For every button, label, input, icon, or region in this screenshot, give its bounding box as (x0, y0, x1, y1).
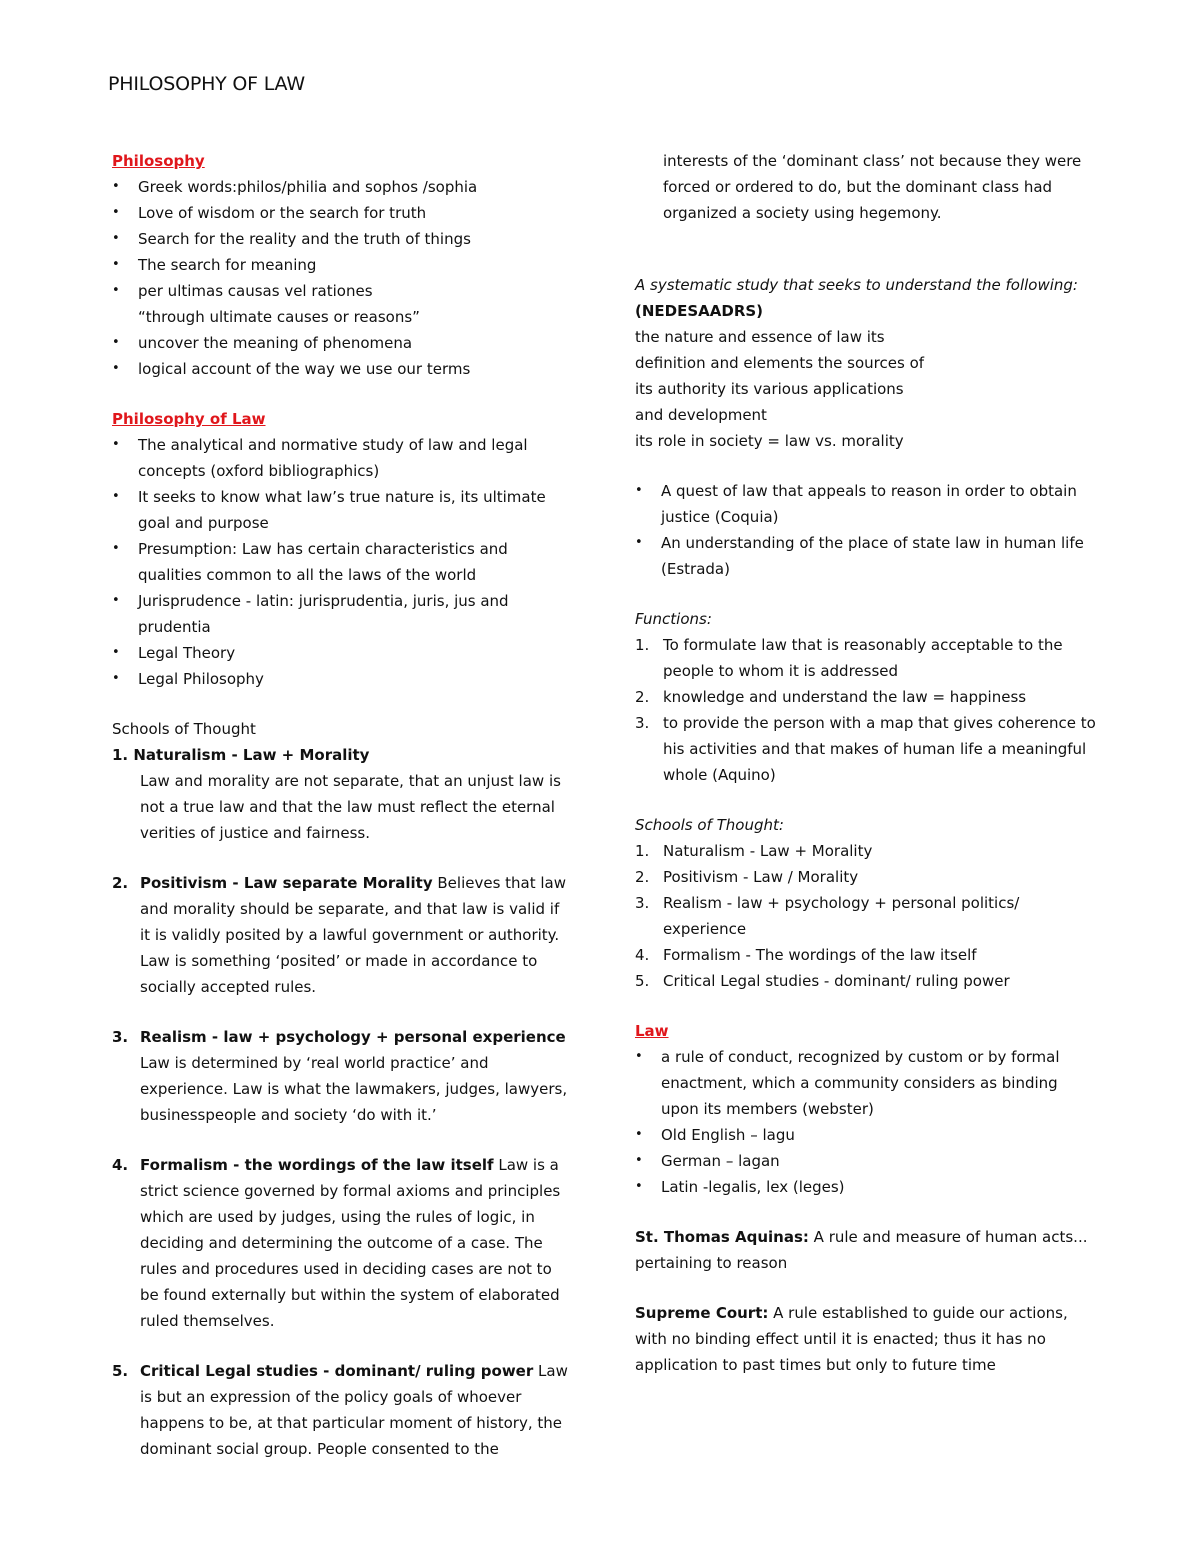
school-realism (112, 1024, 572, 1128)
list-item (635, 890, 1100, 942)
item-text: Realism - law + psychology + personal politics/ experience (663, 894, 1020, 938)
right-column (635, 148, 1100, 1378)
school-realism-label: Realism - law + psychology + personal experience (140, 1028, 566, 1046)
list-item (635, 710, 1100, 788)
school-positivism-label: Positivism - Law separate Morality (140, 874, 433, 892)
list-item (635, 684, 1100, 710)
aquinas-label: St. Thomas Aquinas: (635, 1228, 809, 1246)
list-item: • Legal Philosophy (112, 666, 572, 692)
list-item: • Presumption: Law has certain characteristics and qualities common to all the laws of the world (112, 536, 572, 588)
list-item (635, 968, 1100, 994)
school-formalism-label: Formalism - the wordings of the law itself (140, 1156, 494, 1174)
list-item (635, 838, 1100, 864)
item-text: Critical Legal studies - dominant/ ruling power (663, 972, 1010, 990)
continuation-text: interests of the ‘dominant class’ not because they were forced or ordered to do, but the dominant class had organized a society using hegemony. (663, 152, 1082, 222)
item-number: 3. (635, 894, 650, 912)
item-number: 4. (112, 1156, 129, 1174)
list-item: • An understanding of the place of state law in human life (Estrada) (635, 530, 1100, 582)
list-item: • A quest of law that appeals to reason in order to obtain justice (Coquia) (635, 478, 1100, 530)
school-formalism-text: Law is a strict science governed by formal axioms and principles which are used by judges, using the rules of logic, in deciding and determining the outcome of a case. The rules and procedures used in deciding cases are not to be found externally but within the system of elaborated ruled themselves. (140, 1156, 561, 1330)
supreme-court-text: A rule established to guide our actions, with no binding effect until it is enacted; thus it has no application to past times but only to future time (635, 1304, 1068, 1374)
law-heading: Law (635, 1022, 669, 1040)
school-positivism (112, 870, 572, 1000)
list-item (635, 632, 1100, 684)
item-text: to provide the person with a map that gives coherence to his activities and that makes of human life a meaningful whole (Aquino) (663, 714, 1096, 784)
philosophy-of-law-bullets (112, 432, 572, 692)
philosophy-quote: “through ultimate causes or reasons” (138, 308, 420, 326)
list-item (635, 942, 1100, 968)
school-critical-legal-text: Law is but an expression of the policy goals of whoever happens to be, at that particular moment of history, the dominant social group. People consented to the (140, 1362, 568, 1458)
item-number: 2. (635, 688, 650, 706)
aquinas-definition (635, 1224, 1100, 1250)
philosophy-heading: Philosophy (112, 152, 205, 170)
systematic-line: the nature and essence of law its (635, 328, 885, 346)
item-number: 1. (635, 636, 650, 654)
item-number: 2. (112, 874, 129, 892)
list-item: • logical account of the way we use our terms (112, 356, 572, 382)
list-item: • It seeks to know what law’s true nature is, its ultimate goal and purpose (112, 484, 572, 536)
aquinas-text-2: pertaining to reason (635, 1254, 788, 1272)
aquinas-text: A rule and measure of human acts... (808, 1228, 1088, 1246)
item-text: Naturalism - Law + Morality (663, 842, 873, 860)
list-item: • Jurisprudence - latin: jurisprudentia, juris, jus and prudentia (112, 588, 572, 640)
systematic-line: its role in society = law vs. morality (635, 432, 904, 450)
item-number: 1. (635, 842, 650, 860)
systematic-line: and development (635, 406, 767, 424)
list-item: • uncover the meaning of phenomena (112, 330, 572, 356)
acronym: (NEDESAADRS) (635, 302, 764, 320)
item-text: knowledge and understand the law = happiness (663, 688, 1027, 706)
list-item (635, 864, 1100, 890)
school-realism-text: Law is determined by ‘real world practice’ and experience. Law is what the lawmakers, judges, lawyers, businesspeople and society ‘do with it.’ (140, 1054, 568, 1124)
item-number: 2. (635, 868, 650, 886)
item-number: 5. (112, 1362, 129, 1380)
quest-bullets (635, 478, 1100, 582)
philosophy-bullets (112, 174, 572, 304)
item-text: Positivism - Law / Morality (663, 868, 859, 886)
item-number: 4. (635, 946, 650, 964)
schools-list (635, 838, 1100, 994)
item-text: Formalism - The wordings of the law itself (663, 946, 977, 964)
school-naturalism-label: 1. Naturalism - Law + Morality (112, 746, 370, 764)
item-number: 5. (635, 972, 650, 990)
list-item: • per ultimas causas vel rationes (112, 278, 572, 304)
law-bullets (635, 1044, 1100, 1200)
functions-list (635, 632, 1100, 788)
list-item: • Love of wisdom or the search for truth (112, 200, 572, 226)
systematic-intro: A systematic study that seeks to understand the following: (635, 276, 1078, 294)
list-item: • The search for meaning (112, 252, 572, 278)
list-item: • Old English – lagu (635, 1122, 1100, 1148)
list-item: • German – lagan (635, 1148, 1100, 1174)
school-formalism (112, 1152, 572, 1334)
document-title: PHILOSOPHY OF LAW (108, 73, 305, 95)
school-critical-legal-label: Critical Legal studies - dominant/ ruling power (140, 1362, 534, 1380)
philosophy-of-law-heading: Philosophy of Law (112, 410, 266, 428)
list-item: • Latin -legalis, lex (leges) (635, 1174, 1100, 1200)
systematic-line: definition and elements the sources of (635, 354, 925, 372)
school-critical-legal (112, 1358, 572, 1462)
item-number: 3. (112, 1028, 129, 1046)
supreme-court-definition (635, 1300, 1100, 1378)
left-column (112, 148, 572, 1462)
list-item: • Legal Theory (112, 640, 572, 666)
item-number: 3. (635, 714, 650, 732)
supreme-court-label: Supreme Court: (635, 1304, 769, 1322)
school-positivism-text: Believes that law and morality should be separate, and that law is valid if it is validly posited by a lawful government or authority. Law is something ‘posited’ or made in accordance to socially accepted rules. (140, 874, 567, 996)
list-item: • Search for the reality and the truth of things (112, 226, 572, 252)
philosophy-bullets-2 (112, 330, 572, 382)
item-text: To formulate law that is reasonably acceptable to the people to whom it is addressed (663, 636, 1063, 680)
systematic-line: its authority its various applications (635, 380, 904, 398)
list-item: • Greek words:philos/philia and sophos /sophia (112, 174, 572, 200)
schools-of-thought-heading: Schools of Thought: (635, 816, 784, 834)
functions-heading: Functions: (635, 610, 712, 628)
school-naturalism-text: Law and morality are not separate, that an unjust law is not a true law and that the law must reflect the eternal verities of justice and fairness. (140, 772, 561, 842)
list-item: • The analytical and normative study of law and legal concepts (oxford bibliographics) (112, 432, 572, 484)
schools-heading: Schools of Thought (112, 720, 256, 738)
list-item: • a rule of conduct, recognized by custom or by formal enactment, which a community considers as binding upon its members (webster) (635, 1044, 1100, 1122)
